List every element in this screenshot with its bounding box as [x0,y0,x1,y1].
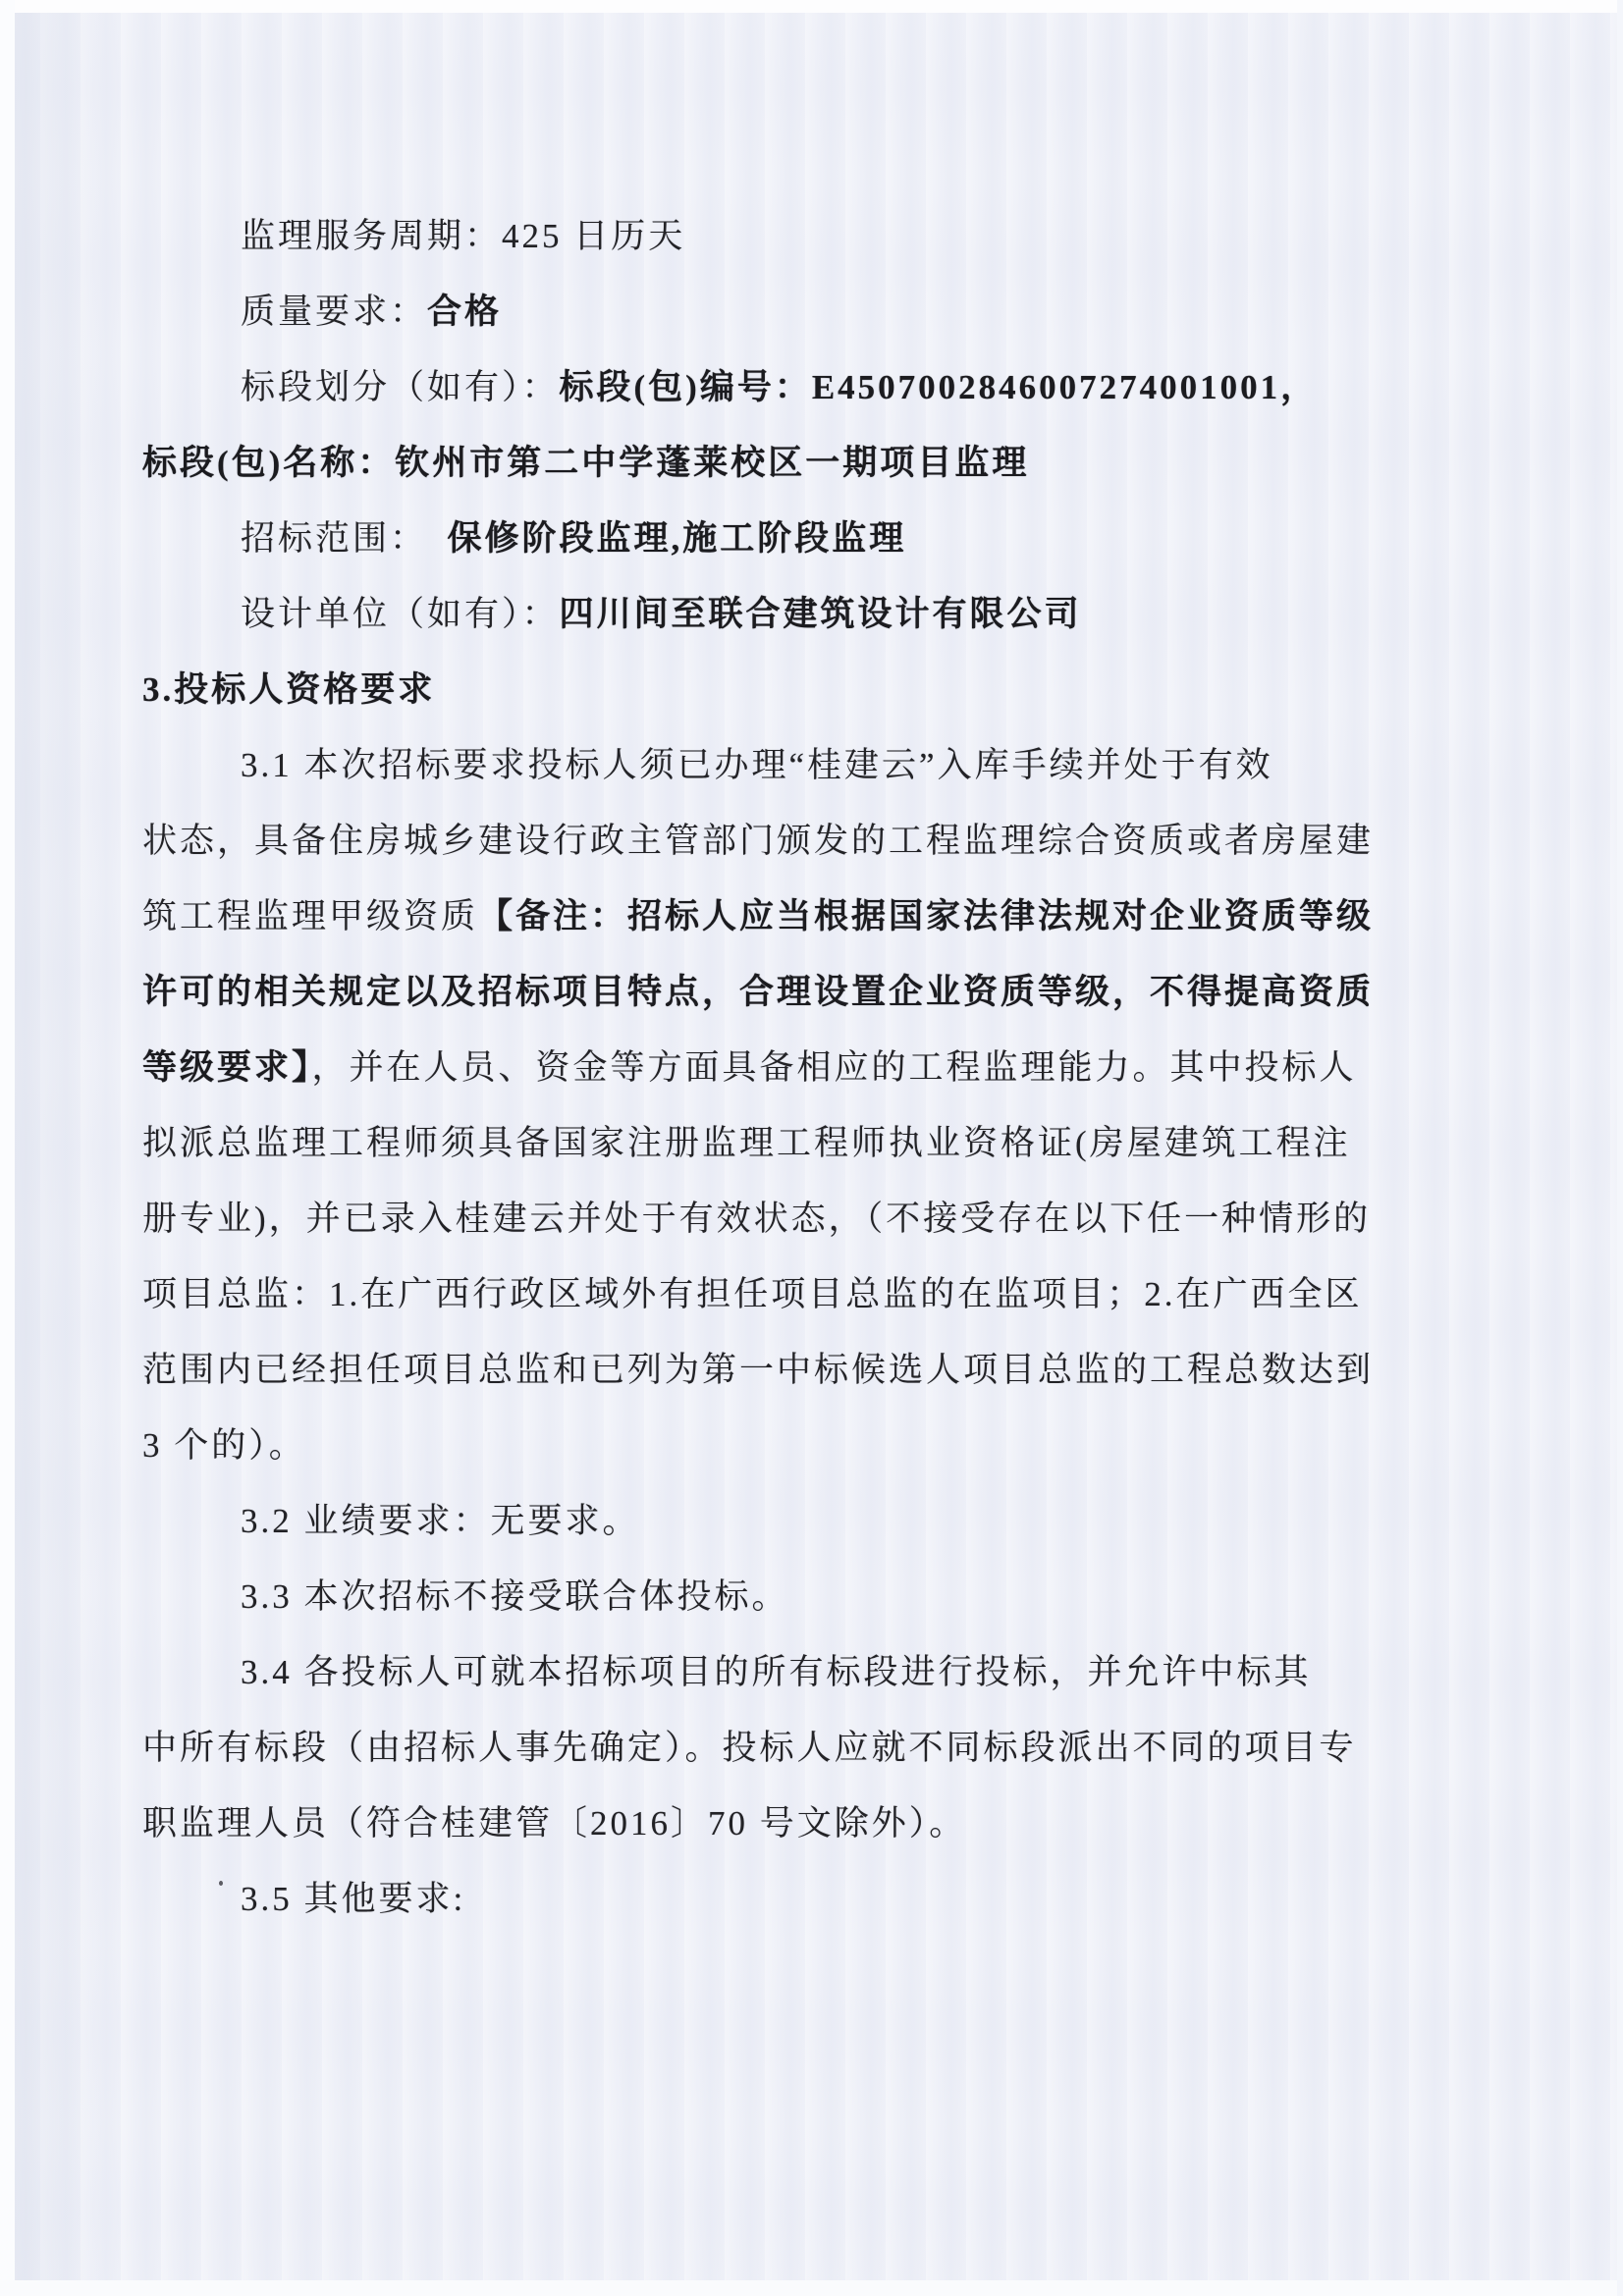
text-segment: 状态，具备住房城乡建设行政主管部门颁发的工程监理综合资质或者房屋建 [142,822,1375,860]
bold-text-segment: 标段(包)编号：E4507002846007274001001， [559,368,1319,406]
text-segment: 3.5 其他要求: [241,1880,466,1918]
bold-text-segment: 等级要求】 [142,1048,312,1087]
text-line [142,1483,1470,1559]
text-segment: 职监理人员（符合桂建管〔2016〕70 号文除外）。 [142,1804,967,1842]
bold-text-segment: 【备注：招标人应当根据国家法律法规对企业资质等级 [478,897,1375,935]
text-segment: 3.2 业绩要求：无要求。 [241,1502,640,1540]
text-line [142,879,1470,954]
text-segment: ，并在人员、资金等方面具备相应的工程监理能力。其中投标人 [311,1048,1357,1087]
text-line [142,652,1470,727]
scan-edge-top [0,0,1623,13]
text-line [142,1861,1470,1937]
text-segment: 3 个的）。 [142,1426,306,1465]
text-line [142,1634,1470,1710]
scan-edge-left [0,0,15,2296]
bold-text-segment: 标段(包)名称：钦州市第二中学蓬莱校区一期项目监理 [142,444,1030,482]
scan-speck [219,1881,223,1886]
text-segment: 3.4 各投标人可就本招标项目的所有标段进行投标，并允许中标其 [241,1653,1312,1691]
text-line [142,1710,1470,1786]
text-line [142,198,1470,274]
text-segment: 招标范围： [241,519,410,558]
document-body [142,198,1470,1937]
text-line [142,576,1470,652]
text-line [142,1408,1470,1483]
bold-text-segment: 3.投标人资格要求 [142,670,436,709]
bold-text-segment: 许可的相关规定以及招标项目特点，合理设置企业资质等级，不得提高资质 [142,973,1375,1011]
text-segment: 项目总监：1.在广西行政区域外有担任项目总监的在监项目；2.在广西全区 [142,1275,1363,1313]
scan-edge-bottom [0,2280,1623,2296]
paper-crease-shading [15,0,103,2296]
text-line [142,1786,1470,1861]
text-line [142,274,1470,349]
text-line [142,1105,1470,1181]
text-line [142,803,1470,879]
bold-text-segment: 合格 [427,293,503,331]
text-line [142,349,1470,425]
bold-text-segment: 四川间至联合建筑设计有限公司 [559,595,1082,633]
text-segment: 范围内已经担任项目总监和已列为第一中标候选人项目总监的工程总数达到 [142,1351,1375,1389]
text-line [142,1332,1470,1408]
text-line [142,727,1470,803]
text-line [142,425,1470,501]
text-segment: 质量要求： [241,293,428,331]
text-segment: 监理服务周期：425 日历天 [241,217,686,255]
text-segment: 拟派总监理工程师须具备国家注册监理工程师执业资格证(房屋建筑工程注 [142,1124,1351,1162]
text-line [142,954,1470,1030]
text-segment: 3.3 本次招标不接受联合体投标。 [241,1577,789,1616]
scan-edge-right [1617,0,1623,2296]
bold-text-segment: 保修阶段监理,施工阶段监理 [409,519,907,558]
text-line [142,1181,1470,1256]
text-line [142,501,1470,576]
text-line [142,1559,1470,1634]
text-segment: 标段划分（如有）： [241,368,560,406]
text-segment: 筑工程监理甲级资质 [142,897,479,935]
text-segment: 3.1 本次招标要求投标人须已办理“桂建云”入库手续并处于有效 [241,746,1273,784]
text-line [142,1256,1470,1332]
text-segment: 设计单位（如有）： [241,595,560,633]
text-segment: 中所有标段（由招标人事先确定）。投标人应就不同标段派出不同的项目专 [142,1729,1357,1767]
text-line [142,1030,1470,1105]
text-segment: 册专业)，并已录入桂建云并处于有效状态，（不接受存在以下任一种情形的 [142,1200,1372,1238]
